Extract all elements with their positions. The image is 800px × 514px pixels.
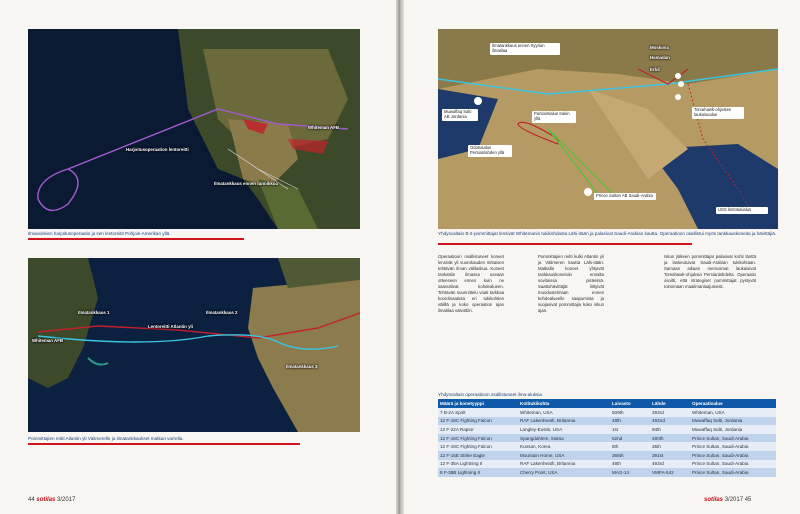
table-cell: 366th bbox=[610, 451, 650, 460]
table-cell: 12 F-22A Raptor bbox=[438, 425, 518, 434]
table-cell: Whiteman, USA bbox=[518, 408, 610, 417]
table-cell: Whiteman, USA bbox=[690, 408, 776, 417]
caption-underline-bottom-left bbox=[28, 443, 300, 445]
muwaffaq-callout: Muwaffaq Salti AB Jordania bbox=[442, 109, 478, 121]
article-column-3: Iskun jälkeen pommittajat palasivat kohti länttä ja laskeutuivat Saudi-Arabian tukikohtaan. Samaan aikaan merivoimat laukaisivat Tomahawk-ohjuksia Persianlahdelta. Operaatio osoitti, että strategiset pommittajat pystyvät toimimaan maailmanlaajuisesti. bbox=[664, 254, 756, 290]
refuel-label: Ilmatankkaus ennen rannikkoa bbox=[214, 181, 278, 186]
table-cell: MAG-14 bbox=[610, 468, 650, 477]
table-row bbox=[438, 460, 776, 469]
right-folio bbox=[704, 497, 751, 503]
table-cell: 7 B-2A Spirit bbox=[438, 408, 518, 417]
caption-top-left: Ilmavoimien harjoitusoperaatio ja sen lentoreitit Pohjois-Amerikan yllä. bbox=[28, 231, 171, 236]
holding-callout: Odotusalue Persianlahden yllä bbox=[468, 145, 512, 157]
table-cell: Prince Sultan, Saudi-Arabia bbox=[690, 442, 776, 451]
table-cell: 35th bbox=[650, 442, 690, 451]
table-cell: VMFA-542 bbox=[650, 468, 690, 477]
tomahawk-callout: Tomahawk-ohjusten laukaisualue bbox=[692, 107, 744, 119]
table-cell: 492nd bbox=[650, 417, 690, 426]
table-cell: Cherry Point, USA bbox=[518, 468, 610, 477]
table-row bbox=[438, 451, 776, 460]
right-page-number: 45 bbox=[744, 497, 752, 503]
table-cell: Prince Sultan, Saudi-Arabia bbox=[690, 468, 776, 477]
table-cell: Prince Sultan, Saudi-Arabia bbox=[690, 460, 776, 469]
refuel-top-callout: Ilmatankkaus ennen Syyrian ilmatilaa bbox=[490, 43, 560, 55]
table-body bbox=[438, 408, 776, 477]
airbase-callout: Prince Sultan AB Saudi-Arabia bbox=[594, 193, 656, 200]
table-cell: 52nd bbox=[610, 434, 650, 443]
atlantic-map-graphic bbox=[28, 258, 360, 432]
whiteman-label: Whiteman AFB bbox=[308, 125, 340, 130]
table-row bbox=[438, 468, 776, 477]
table-cell: RAF Lakenheath, Britannia bbox=[518, 417, 610, 426]
right-issue: 3/2017 bbox=[724, 497, 744, 503]
table-cell: Kunsan, Korea bbox=[518, 442, 610, 451]
table-header-cell: Operaatioalue bbox=[690, 399, 776, 408]
table-row bbox=[438, 417, 776, 426]
table-title: Yhdysvaltain operaatioon osallistuneet ilma-aluksia bbox=[438, 392, 542, 397]
table-cell: 1st bbox=[610, 425, 650, 434]
table-cell: Muwaffaq Salti, Jordania bbox=[690, 417, 776, 426]
table-row bbox=[438, 442, 776, 451]
table-header-cell: Lähde bbox=[650, 399, 690, 408]
table-cell: 393rd bbox=[650, 408, 690, 417]
whiteman-label-2: Whiteman AFB bbox=[32, 338, 64, 343]
table-header-cell: Määrä ja konetyyppi bbox=[438, 399, 518, 408]
table-row bbox=[438, 408, 776, 417]
table-cell: Mountain Home, USA bbox=[518, 451, 610, 460]
left-brand: sotilas bbox=[36, 497, 56, 503]
table-cell: 509th bbox=[610, 408, 650, 417]
table-cell: 12 F-16C Fighting Falcon bbox=[438, 442, 518, 451]
spine bbox=[396, 0, 404, 514]
table-cell: 493rd bbox=[650, 460, 690, 469]
carrier-callout: USS lentotukialus bbox=[716, 207, 768, 214]
route-label: Lentoreitti Atlantin yli bbox=[148, 324, 193, 329]
table-cell: Muwaffaq Salti, Jordania bbox=[690, 425, 776, 434]
table-cell: 8th bbox=[610, 442, 650, 451]
table-cell: 12 F-15E Strike Eagle bbox=[438, 451, 518, 460]
table-cell: Spangdahlem, Saksa bbox=[518, 434, 610, 443]
refuel1-label: Ilmatankkaus 1 bbox=[78, 310, 110, 315]
left-issue: 3/2017 bbox=[57, 497, 76, 503]
table-cell: 391st bbox=[650, 451, 690, 460]
table-cell: 94th bbox=[650, 425, 690, 434]
erbil-label: Erbil bbox=[650, 67, 660, 72]
moscow-label: Moskova bbox=[650, 45, 669, 50]
refuel2-label: Ilmatankkaus 2 bbox=[206, 310, 238, 315]
table-cell: 48th bbox=[610, 417, 650, 426]
table-header-row bbox=[438, 399, 776, 408]
table-cell: 12 F-35A Lightning II bbox=[438, 460, 518, 469]
hamadan-label: Hamadan bbox=[650, 55, 670, 60]
article-column-1: Operaatioon osallistuneet koneet lensivät yli vuorokauden mittaisen tehtävän ilman välilaskua. Koneet tankattiin ilmassa useaan otteeseen ennen kuin ne saavuttivat kohdealueen. Tehtävän suunnittelu vaati tarkkaa koordinaatiota eri tukikohtien välillä ja koko operaation ajan ilmatilaa valvottiin. bbox=[438, 254, 504, 314]
left-folio bbox=[28, 497, 75, 503]
table-cell: Prince Sultan, Saudi-Arabia bbox=[690, 434, 776, 443]
table-cell: 48th bbox=[610, 460, 650, 469]
table-cell: 12 F-16C Fighting Falcon bbox=[438, 434, 518, 443]
caption-bottom-left: Pommittajien reitti Atlantin yli Välimerelle ja ilmatankkaukset matkan varrella. bbox=[28, 436, 184, 441]
patrol-callout: Partiointialue Irakin yllä bbox=[532, 111, 576, 123]
caption-underline-top-left bbox=[28, 238, 244, 240]
table-cell: RAF Lakenheath, Britannia bbox=[518, 460, 610, 469]
left-page-number: 44 bbox=[28, 497, 35, 503]
atlantic-map bbox=[28, 258, 360, 432]
right-brand: sotilas bbox=[704, 497, 724, 503]
article-column-2: Pommittajien reitti kulki Atlantin yli ja Välimeren kautta Lähi-itään. Matkalla koneet yhtyivät tankkauskoneisiin ennalta sovituissa pisteissä. Saattohävittäjät liittyivät muodostelmaan ennen kohdealueelle saapumista ja suojasivat pommittajia koko iskun ajan. bbox=[538, 254, 604, 314]
caption-top-right: Yhdysvaltain B-2-pommittajat lensivät Whitemanin tukikohdasta Lähi-itään ja palasivat Saudi-Arabian kautta. Operaatioon osallistui myös tankkauskoneita ja hävittäjiä. bbox=[438, 231, 777, 236]
caption-underline-top-right bbox=[438, 243, 692, 245]
middle-east-map bbox=[438, 29, 778, 229]
refuel3-label: Ilmatankkaus 3 bbox=[286, 364, 318, 369]
table-cell: Prince Sultan, Saudi-Arabia bbox=[690, 451, 776, 460]
north-america-map bbox=[28, 29, 360, 229]
left-page bbox=[0, 0, 396, 514]
training-route-label: Harjoitusoperaation lentoreitti bbox=[126, 147, 189, 152]
table-cell: Langley-Eustis, USA bbox=[518, 425, 610, 434]
table-header-cell: Kotitukikohta bbox=[518, 399, 610, 408]
aircraft-table bbox=[438, 399, 776, 477]
table-cell: 8 F-35B Lightning II bbox=[438, 468, 518, 477]
table-row bbox=[438, 434, 776, 443]
table-row bbox=[438, 425, 776, 434]
table-header-cell: Laivasto bbox=[610, 399, 650, 408]
table-cell: 480th bbox=[650, 434, 690, 443]
table-cell: 12 F-16C Fighting Falcon bbox=[438, 417, 518, 426]
